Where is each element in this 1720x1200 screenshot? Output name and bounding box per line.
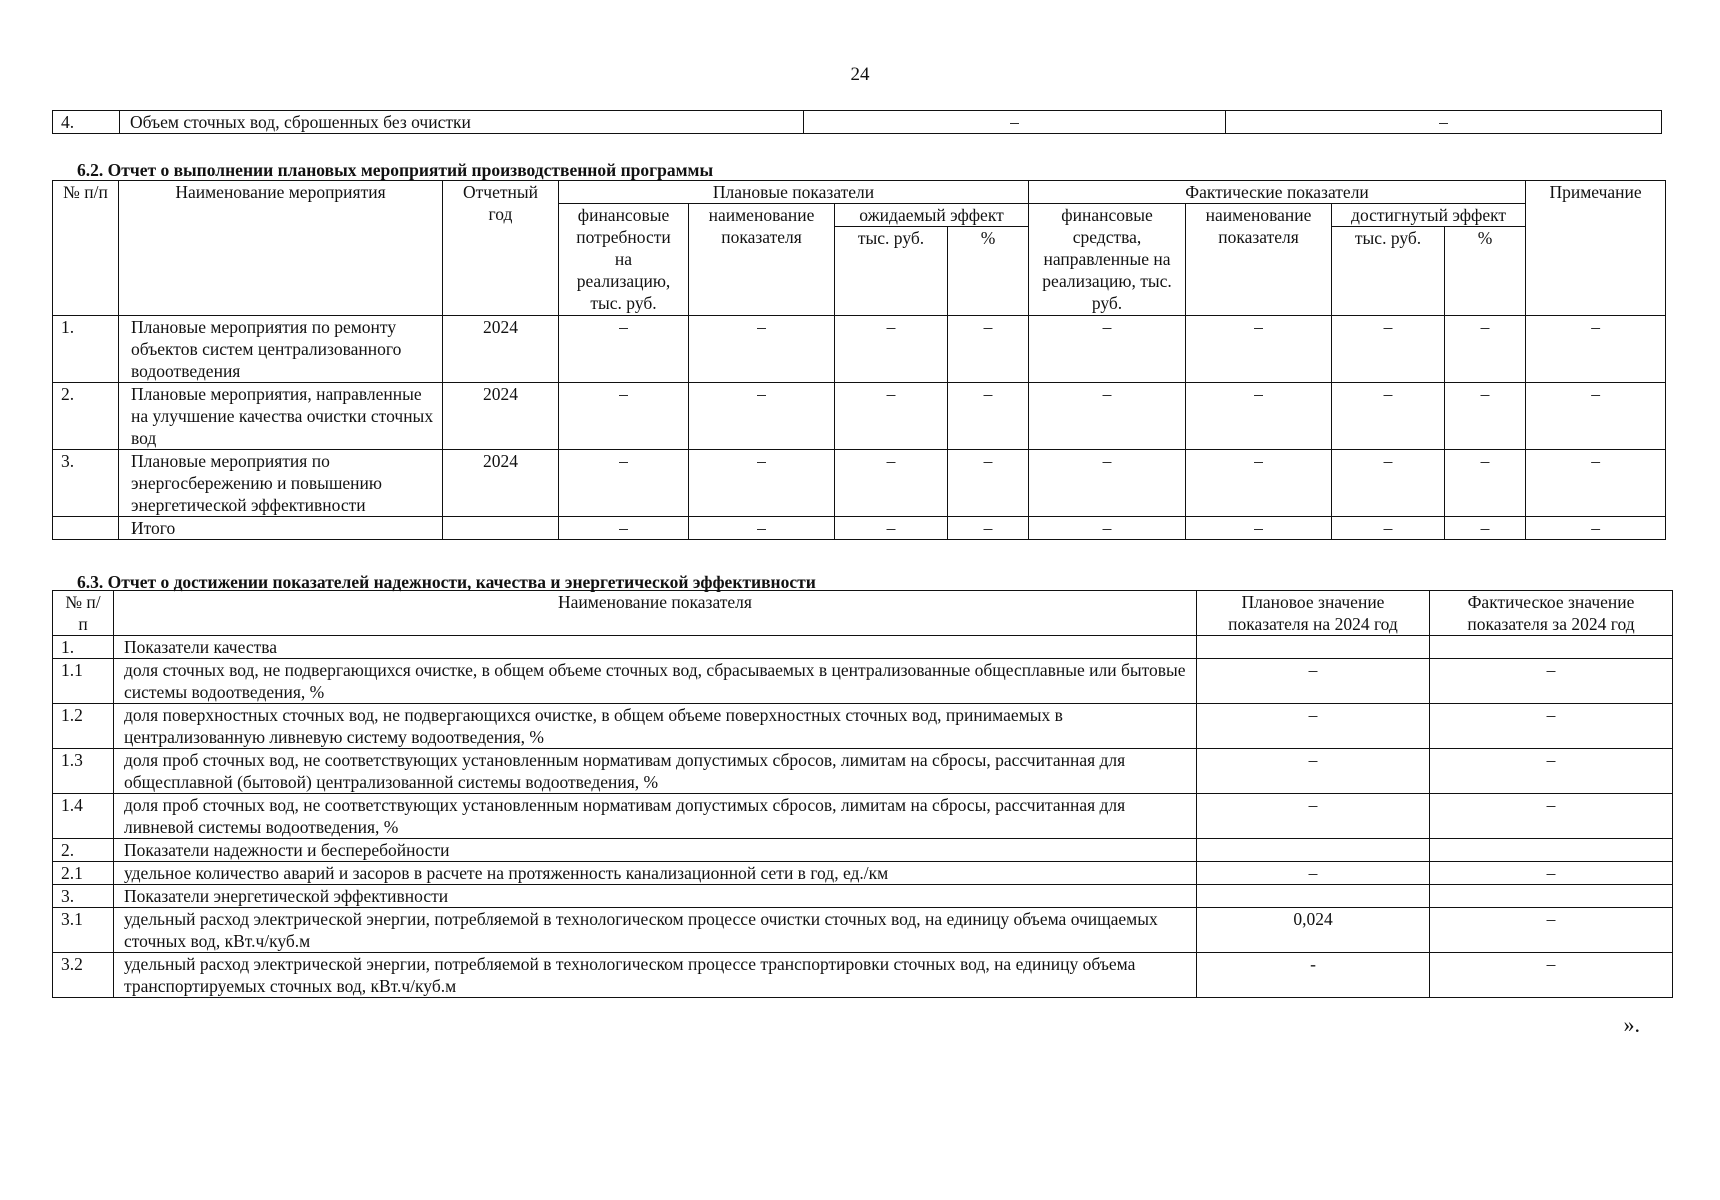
row-name: доля проб сточных вод, не соответствующих установленным нормативам допустимых сбросов, лимитам на сбросы, рассчитанная для общесплавной (бытовой) централизованной системы водоотведения, % — [114, 749, 1197, 794]
row-number: 2.1 — [53, 862, 114, 885]
table-row — [53, 885, 1673, 908]
header-fact: Фактическое значение показателя за 2024 год — [1430, 591, 1673, 636]
table-row — [53, 659, 1673, 704]
row-number: 3. — [53, 885, 114, 908]
row-number: 3. — [53, 450, 119, 517]
header-fact-effect: достигнутый эффект — [1332, 204, 1526, 227]
row-value: – — [948, 316, 1029, 383]
row-value: – — [804, 111, 1226, 134]
row-value: – — [1445, 383, 1526, 450]
row-value: – — [1186, 517, 1332, 540]
row-name: Итого — [119, 517, 443, 540]
row-value: – — [1186, 450, 1332, 517]
section-title-6-3: 6.3. Отчет о достижении показателей надежности, качества и энергетической эффективности — [77, 572, 816, 592]
row-value: – — [1332, 450, 1445, 517]
row-fact-value: – — [1430, 659, 1673, 704]
header-pct: % — [948, 227, 1029, 316]
row-value: – — [1029, 450, 1186, 517]
table-row — [53, 111, 1662, 134]
row-number: 1.3 — [53, 749, 114, 794]
header-num: № п/п — [53, 181, 119, 316]
header-plan: Плановые показатели — [559, 181, 1029, 204]
row-value: – — [1332, 517, 1445, 540]
section-title-6-2: 6.2. Отчет о выполнении плановых мероприятий производственной программы — [77, 160, 714, 180]
row-value: – — [1445, 450, 1526, 517]
row-name: удельный расход электрической энергии, потребляемой в технологическом процессе транспортировки сточных вод, на единицу объема транспортируемых сточных вод, кВт.ч/куб.м — [114, 953, 1197, 998]
page-number: 24 — [850, 64, 870, 85]
row-value: – — [1029, 383, 1186, 450]
table-row — [53, 636, 1673, 659]
row-value: – — [948, 517, 1029, 540]
table-row — [53, 316, 1666, 383]
row-plan-value: 0,024 — [1197, 908, 1430, 953]
row-fact-value: – — [1430, 794, 1673, 839]
row-plan-value: - — [1197, 953, 1430, 998]
row-value: – — [1526, 383, 1666, 450]
row-value: – — [1332, 383, 1445, 450]
row-number: 3.1 — [53, 908, 114, 953]
row-plan-value: – — [1197, 862, 1430, 885]
row-plan-value: – — [1197, 749, 1430, 794]
row-name: Показатели качества — [114, 636, 1197, 659]
row-year — [443, 517, 559, 540]
row-value: – — [1029, 316, 1186, 383]
table-row — [53, 704, 1673, 749]
row-value: – — [559, 450, 689, 517]
header-fact: Фактические показатели — [1029, 181, 1526, 204]
header-num: № п/п — [53, 591, 114, 636]
header-name: Наименование показателя — [114, 591, 1197, 636]
table-row — [53, 953, 1673, 998]
header-pct: % — [1445, 227, 1526, 316]
row-name: удельное количество аварий и засоров в расчете на протяженность канализационной сети в год, ед./км — [114, 862, 1197, 885]
table-row — [53, 517, 1666, 540]
row-number: 1. — [53, 316, 119, 383]
row-plan-value: – — [1197, 659, 1430, 704]
row-value: – — [689, 517, 835, 540]
row-value: – — [1186, 383, 1332, 450]
row-number — [53, 517, 119, 540]
row-fact-value: – — [1430, 953, 1673, 998]
row-value: – — [835, 450, 948, 517]
row-number: 1.1 — [53, 659, 114, 704]
row-fact-value — [1430, 839, 1673, 862]
header-plan-effect: ожидаемый эффект — [835, 204, 1029, 227]
row-number: 4. — [53, 111, 120, 134]
row-plan-value — [1197, 839, 1430, 862]
table-row — [53, 862, 1673, 885]
row-value: – — [1029, 517, 1186, 540]
row-number: 2. — [53, 383, 119, 450]
row-number: 3.2 — [53, 953, 114, 998]
header-year: Отчетный год — [443, 181, 559, 316]
row-value: – — [835, 517, 948, 540]
header-name: Наименование мероприятия — [119, 181, 443, 316]
row-value: – — [1445, 517, 1526, 540]
row-name: Показатели надежности и бесперебойности — [114, 839, 1197, 862]
row-name: Плановые мероприятия по энергосбережению и повышению энергетической эффективности — [119, 450, 443, 517]
table-row — [53, 794, 1673, 839]
row-value: – — [689, 383, 835, 450]
row-value: – — [1526, 316, 1666, 383]
row-value: – — [689, 450, 835, 517]
row-fact-value: – — [1430, 862, 1673, 885]
row-value: – — [1186, 316, 1332, 383]
row-value: – — [1226, 111, 1662, 134]
table-row — [53, 450, 1666, 517]
table-row — [53, 839, 1673, 862]
row-number: 1. — [53, 636, 114, 659]
row-value: – — [948, 450, 1029, 517]
row-plan-value — [1197, 636, 1430, 659]
header-plan-ind: наименование показателя — [689, 204, 835, 316]
row-name: удельный расход электрической энергии, потребляемой в технологическом процессе очистки сточных вод, на единицу объема очищаемых сточных вод, кВт.ч/куб.м — [114, 908, 1197, 953]
table-6-3 — [52, 590, 1673, 998]
row-year: 2024 — [443, 316, 559, 383]
row-name: Плановые мероприятия, направленные на улучшение качества очистки сточных вод — [119, 383, 443, 450]
table-6-2 — [52, 180, 1666, 540]
header-row — [53, 591, 1673, 636]
table-row — [53, 749, 1673, 794]
header-note: Примечание — [1526, 181, 1666, 316]
row-value: – — [835, 383, 948, 450]
header-fact-fin: финансовые средства, направленные на реализацию, тыс. руб. — [1029, 204, 1186, 316]
row-name: Показатели энергетической эффективности — [114, 885, 1197, 908]
row-fact-value: – — [1430, 908, 1673, 953]
header-thous: тыс. руб. — [1332, 227, 1445, 316]
row-number: 2. — [53, 839, 114, 862]
header-plan-fin: финансовые потребности на реализацию, тыс. руб. — [559, 204, 689, 316]
row-value: – — [948, 383, 1029, 450]
row-fact-value — [1430, 885, 1673, 908]
row-year: 2024 — [443, 383, 559, 450]
table-row — [53, 383, 1666, 450]
row-number: 1.4 — [53, 794, 114, 839]
row-plan-value — [1197, 885, 1430, 908]
row-fact-value: – — [1430, 749, 1673, 794]
row-plan-value: – — [1197, 704, 1430, 749]
row-value: – — [559, 316, 689, 383]
row-value: – — [1526, 450, 1666, 517]
row-name: доля сточных вод, не подвергающихся очистке, в общем объеме сточных вод, сбрасываемых в централизованные общесплавные или бытовые системы водоотведения, % — [114, 659, 1197, 704]
row-name: Объем сточных вод, сброшенных без очистки — [120, 111, 804, 134]
row-value: – — [1526, 517, 1666, 540]
row-value: – — [559, 383, 689, 450]
header-thous: тыс. руб. — [835, 227, 948, 316]
row-fact-value — [1430, 636, 1673, 659]
row-fact-value: – — [1430, 704, 1673, 749]
row-value: – — [835, 316, 948, 383]
row-name: доля проб сточных вод, не соответствующих установленным нормативам допустимых сбросов, лимитам на сбросы, рассчитанная для ливневой системы водоотведения, % — [114, 794, 1197, 839]
row-name: доля поверхностных сточных вод, не подвергающихся очистке, в общем объеме поверхностных сточных вод, принимаемых в централизованную ливневую систему водоотведения, % — [114, 704, 1197, 749]
header-plan: Плановое значение показателя на 2024 год — [1197, 591, 1430, 636]
row-number: 1.2 — [53, 704, 114, 749]
row-value: – — [1332, 316, 1445, 383]
top-table — [52, 110, 1662, 134]
row-year: 2024 — [443, 450, 559, 517]
header-fact-ind: наименование показателя — [1186, 204, 1332, 316]
row-plan-value: – — [1197, 794, 1430, 839]
row-value: – — [559, 517, 689, 540]
table-row — [53, 908, 1673, 953]
closing-quote: ». — [1623, 1012, 1640, 1037]
header-row — [53, 181, 1666, 204]
row-value: – — [689, 316, 835, 383]
row-value: – — [1445, 316, 1526, 383]
row-name: Плановые мероприятия по ремонту объектов систем централизованного водоотведения — [119, 316, 443, 383]
